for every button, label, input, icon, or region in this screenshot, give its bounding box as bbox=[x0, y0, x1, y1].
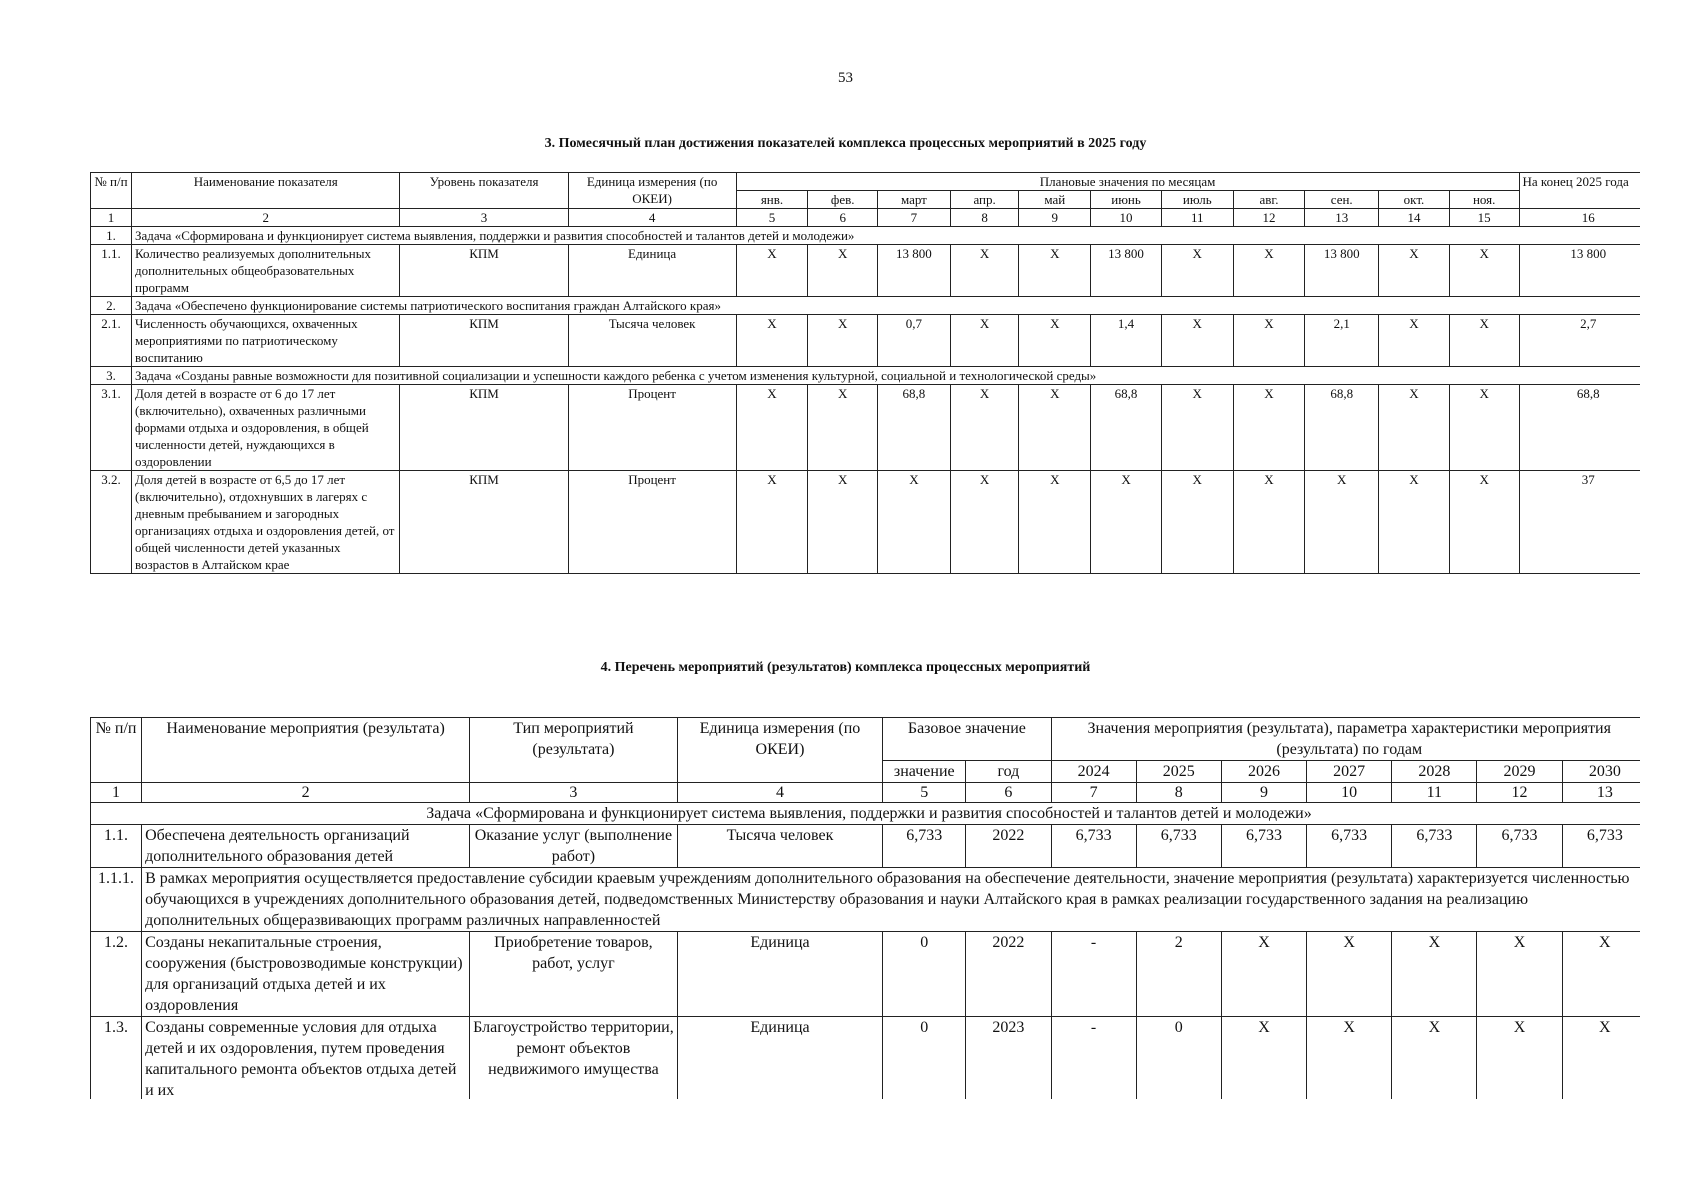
month-value: 0,7 bbox=[878, 315, 951, 367]
month-value: X bbox=[950, 245, 1019, 297]
row-number: 3.1. bbox=[91, 385, 132, 471]
column-number: 9 bbox=[1221, 783, 1306, 803]
task-text: Задача «Обеспечено функционирование системы патриотического воспитания граждан Алтайского края» bbox=[131, 297, 1640, 315]
column-number: 1 bbox=[91, 209, 132, 227]
column-number: 16 bbox=[1519, 209, 1640, 227]
column-number: 6 bbox=[966, 783, 1051, 803]
year-value: 6,733 bbox=[1136, 825, 1221, 868]
table-row bbox=[91, 825, 1641, 868]
row-number: 1.3. bbox=[91, 1017, 142, 1100]
row-number: 3. bbox=[91, 367, 132, 385]
indicator-name: Количество реализуемых дополнительных дополнительных общеобразовательных программ bbox=[131, 245, 400, 297]
column-number: 9 bbox=[1019, 209, 1091, 227]
month-value: 13 800 bbox=[1305, 245, 1379, 297]
month-value: X bbox=[1091, 471, 1162, 574]
month-value: X bbox=[1379, 245, 1450, 297]
indicator-unit: Тысяча человек bbox=[568, 315, 736, 367]
indicator-unit: Единица bbox=[568, 245, 736, 297]
header-values-by-year: Значения мероприятия (результата), параметра характеристики мероприятия (результата) по годам bbox=[1051, 718, 1640, 761]
column-number: 3 bbox=[400, 209, 568, 227]
month-value: X bbox=[736, 471, 808, 574]
column-number: 2 bbox=[131, 209, 400, 227]
year-value: X bbox=[1307, 932, 1392, 1017]
column-number: 5 bbox=[736, 209, 808, 227]
month-value: X bbox=[736, 245, 808, 297]
activity-unit: Единица bbox=[677, 1017, 883, 1100]
header-unit: Единица измерения (по ОКЕИ) bbox=[677, 718, 883, 783]
header-month: ноя. bbox=[1449, 191, 1519, 209]
task-text: Задача «Созданы равные возможности для позитивной социализации и успешности каждого ребенка с учетом изменения культурной, социальной и технологической среды» bbox=[131, 367, 1640, 385]
year-value: 2 bbox=[1136, 932, 1221, 1017]
month-value: X bbox=[808, 385, 878, 471]
indicator-level: КПМ bbox=[400, 245, 568, 297]
month-value: X bbox=[1019, 385, 1091, 471]
section3-table-wrapper bbox=[90, 172, 1640, 644]
month-value: X bbox=[1161, 385, 1233, 471]
header-month: окт. bbox=[1379, 191, 1450, 209]
month-value: X bbox=[1449, 471, 1519, 574]
indicator-name: Доля детей в возрасте от 6,5 до 17 лет (включительно), отдохнувших в лагерях с дневным пребыванием и загородных организациях отдыха и оздоровления детей, от общей численности детей указанных возрастов в Алтайском крае bbox=[131, 471, 400, 574]
column-number: 13 bbox=[1562, 783, 1640, 803]
month-value: X bbox=[1233, 385, 1305, 471]
column-number: 4 bbox=[677, 783, 883, 803]
header-year: 2024 bbox=[1051, 761, 1136, 783]
month-value: X bbox=[808, 315, 878, 367]
column-number: 13 bbox=[1305, 209, 1379, 227]
activity-type: Оказание услуг (выполнение работ) bbox=[470, 825, 678, 868]
activity-name: Обеспечена деятельность организаций дополнительного образования детей bbox=[142, 825, 470, 868]
year-value: X bbox=[1392, 932, 1477, 1017]
header-month: апр. bbox=[950, 191, 1019, 209]
header-year: 2028 bbox=[1392, 761, 1477, 783]
column-number: 12 bbox=[1233, 209, 1305, 227]
base-year: 2022 bbox=[966, 825, 1051, 868]
column-number: 15 bbox=[1449, 209, 1519, 227]
base-year: 2022 bbox=[966, 932, 1051, 1017]
month-value: X bbox=[1449, 385, 1519, 471]
year-value: 6,733 bbox=[1221, 825, 1306, 868]
month-value: 1,4 bbox=[1091, 315, 1162, 367]
month-value: X bbox=[1019, 471, 1091, 574]
row-number: 1. bbox=[91, 227, 132, 245]
header-month: май bbox=[1019, 191, 1091, 209]
table-row bbox=[91, 315, 1641, 367]
month-value: X bbox=[950, 385, 1019, 471]
row-number: 2.1. bbox=[91, 315, 132, 367]
indicator-unit: Процент bbox=[568, 385, 736, 471]
base-year: 2023 bbox=[966, 1017, 1051, 1100]
header-year: 2026 bbox=[1221, 761, 1306, 783]
base-value: 6,733 bbox=[883, 825, 966, 868]
column-number: 7 bbox=[1051, 783, 1136, 803]
header-year: 2025 bbox=[1136, 761, 1221, 783]
header-base: Базовое значение bbox=[883, 718, 1051, 761]
column-number: 5 bbox=[883, 783, 966, 803]
month-value: X bbox=[950, 315, 1019, 367]
month-value: X bbox=[808, 245, 878, 297]
column-number: 14 bbox=[1379, 209, 1450, 227]
year-value: X bbox=[1477, 932, 1562, 1017]
table-row bbox=[91, 1017, 1641, 1100]
month-value: 68,8 bbox=[1091, 385, 1162, 471]
indicator-level: КПМ bbox=[400, 385, 568, 471]
header-num: № п/п bbox=[91, 173, 132, 209]
month-value: X bbox=[950, 471, 1019, 574]
activity-unit: Тысяча человек bbox=[677, 825, 883, 868]
column-number: 10 bbox=[1091, 209, 1162, 227]
header-num: № п/п bbox=[91, 718, 142, 783]
header-base-year: год bbox=[966, 761, 1051, 783]
header-month: июнь bbox=[1091, 191, 1162, 209]
year-value: 0 bbox=[1136, 1017, 1221, 1100]
row-number: 3.2. bbox=[91, 471, 132, 574]
month-value: X bbox=[1449, 315, 1519, 367]
month-value: X bbox=[1161, 315, 1233, 367]
row-number: 1.1. bbox=[91, 245, 132, 297]
year-value: X bbox=[1562, 932, 1640, 1017]
month-value: X bbox=[1379, 385, 1450, 471]
activities-table bbox=[90, 717, 1640, 1099]
year-value: 6,733 bbox=[1307, 825, 1392, 868]
month-value: 2,7 bbox=[1519, 315, 1640, 367]
task-row bbox=[91, 227, 1641, 245]
task-row bbox=[91, 367, 1641, 385]
activity-type: Приобретение товаров, работ, услуг bbox=[470, 932, 678, 1017]
header-type: Тип мероприятий (результата) bbox=[470, 718, 678, 783]
indicator-name: Доля детей в возрасте от 6 до 17 лет (включительно), охваченных различными формами отдыха и оздоровления, в общей численности детей, нуждающихся в оздоровлении bbox=[131, 385, 400, 471]
column-number: 7 bbox=[878, 209, 951, 227]
page-number: 53 bbox=[838, 70, 853, 86]
column-number: 8 bbox=[950, 209, 1019, 227]
indicator-unit: Процент bbox=[568, 471, 736, 574]
task-text: Задача «Сформирована и функционирует система выявления, поддержки и развития способностей и талантов детей и молодежи» bbox=[131, 227, 1640, 245]
column-number: 10 bbox=[1307, 783, 1392, 803]
table-row bbox=[91, 471, 1641, 574]
column-number: 3 bbox=[470, 783, 678, 803]
indicator-level: КПМ bbox=[400, 471, 568, 574]
column-number: 6 bbox=[808, 209, 878, 227]
month-value: X bbox=[1233, 245, 1305, 297]
header-name: Наименование мероприятия (результата) bbox=[142, 718, 470, 783]
month-value: X bbox=[1379, 315, 1450, 367]
month-value: X bbox=[878, 471, 951, 574]
month-value: X bbox=[1233, 315, 1305, 367]
year-value: X bbox=[1562, 1017, 1640, 1100]
header-year: 2030 bbox=[1562, 761, 1640, 783]
month-value: 2,1 bbox=[1305, 315, 1379, 367]
header-month: июль bbox=[1161, 191, 1233, 209]
note-row bbox=[91, 868, 1641, 932]
header-base-value: значение bbox=[883, 761, 966, 783]
header-month: март bbox=[878, 191, 951, 209]
month-value: X bbox=[1019, 315, 1091, 367]
column-number: 8 bbox=[1136, 783, 1221, 803]
section3-title: 3. Помесячный план достижения показателей комплекса процессных мероприятий в 2025 году bbox=[544, 136, 1147, 151]
header-month: авг. bbox=[1233, 191, 1305, 209]
month-value: 13 800 bbox=[1091, 245, 1162, 297]
task-row bbox=[91, 297, 1641, 315]
month-value: 68,8 bbox=[1305, 385, 1379, 471]
month-value: 37 bbox=[1519, 471, 1640, 574]
activity-unit: Единица bbox=[677, 932, 883, 1017]
month-value: X bbox=[1233, 471, 1305, 574]
column-number: 2 bbox=[142, 783, 470, 803]
month-value: X bbox=[1449, 245, 1519, 297]
header-plan: Плановые значения по месяцам bbox=[736, 173, 1519, 191]
header-unit: Единица измерения (по ОКЕИ) bbox=[568, 173, 736, 209]
section4-table-wrapper bbox=[90, 717, 1640, 1099]
month-value: X bbox=[1161, 471, 1233, 574]
year-value: X bbox=[1477, 1017, 1562, 1100]
row-number: 1.2. bbox=[91, 932, 142, 1017]
year-value: 6,733 bbox=[1562, 825, 1640, 868]
task-row bbox=[91, 803, 1641, 825]
monthly-plan-table bbox=[90, 172, 1640, 574]
month-value: X bbox=[1379, 471, 1450, 574]
year-value: X bbox=[1392, 1017, 1477, 1100]
column-number: 12 bbox=[1477, 783, 1562, 803]
column-number: 11 bbox=[1161, 209, 1233, 227]
header-year: 2029 bbox=[1477, 761, 1562, 783]
activity-name: Созданы некапитальные строения, сооружения (быстровозводимые конструкции) для организаций отдыха детей и их оздоровления bbox=[142, 932, 470, 1017]
month-value: 13 800 bbox=[1519, 245, 1640, 297]
year-value: X bbox=[1307, 1017, 1392, 1100]
header-level: Уровень показателя bbox=[400, 173, 568, 209]
activity-type: Благоустройство территории, ремонт объектов недвижимого имущества bbox=[470, 1017, 678, 1100]
column-number: 4 bbox=[568, 209, 736, 227]
year-value: - bbox=[1051, 1017, 1136, 1100]
table-row bbox=[91, 932, 1641, 1017]
table-row bbox=[91, 245, 1641, 297]
month-value: X bbox=[736, 315, 808, 367]
base-value: 0 bbox=[883, 1017, 966, 1100]
activity-name: Созданы современные условия для отдыха детей и их оздоровления, путем проведения капитального ремонта объектов отдыха детей и их bbox=[142, 1017, 470, 1100]
month-value: X bbox=[808, 471, 878, 574]
base-value: 0 bbox=[883, 932, 966, 1017]
header-end: На конец 2025 года bbox=[1519, 173, 1640, 209]
year-value: 6,733 bbox=[1051, 825, 1136, 868]
year-value: X bbox=[1221, 932, 1306, 1017]
header-year: 2027 bbox=[1307, 761, 1392, 783]
year-value: X bbox=[1221, 1017, 1306, 1100]
month-value: X bbox=[1019, 245, 1091, 297]
year-value: - bbox=[1051, 932, 1136, 1017]
column-number: 1 bbox=[91, 783, 142, 803]
indicator-level: КПМ bbox=[400, 315, 568, 367]
month-value: 13 800 bbox=[878, 245, 951, 297]
month-value: 68,8 bbox=[1519, 385, 1640, 471]
note-text: В рамках мероприятия осуществляется предоставление субсидии краевым учреждениям дополнительного образования на обеспечение деятельности, значение мероприятия (результата) характеризуется численностью обучающихся в учреждениях дополнительного образования детей, подведомственных Министерству образования и науки Алтайского края в рамках реализации государственного задания на реализацию дополнительных общеразвивающих программ различных направленностей bbox=[142, 868, 1640, 932]
row-number: 1.1.1. bbox=[91, 868, 142, 932]
indicator-name: Численность обучающихся, охваченных мероприятиями по патриотическому воспитанию bbox=[131, 315, 400, 367]
column-number: 11 bbox=[1392, 783, 1477, 803]
month-value: 68,8 bbox=[878, 385, 951, 471]
month-value: X bbox=[1161, 245, 1233, 297]
year-value: 6,733 bbox=[1392, 825, 1477, 868]
year-value: 6,733 bbox=[1477, 825, 1562, 868]
section4-title: 4. Перечень мероприятий (результатов) комплекса процессных мероприятий bbox=[600, 660, 1091, 675]
header-month: сен. bbox=[1305, 191, 1379, 209]
table-row bbox=[91, 385, 1641, 471]
header-name: Наименование показателя bbox=[131, 173, 400, 209]
row-number: 2. bbox=[91, 297, 132, 315]
header-month: янв. bbox=[736, 191, 808, 209]
month-value: X bbox=[1305, 471, 1379, 574]
header-month: фев. bbox=[808, 191, 878, 209]
task-text: Задача «Сформирована и функционирует система выявления, поддержки и развития способностей и талантов детей и молодежи» bbox=[91, 803, 1641, 825]
month-value: X bbox=[736, 385, 808, 471]
row-number: 1.1. bbox=[91, 825, 142, 868]
